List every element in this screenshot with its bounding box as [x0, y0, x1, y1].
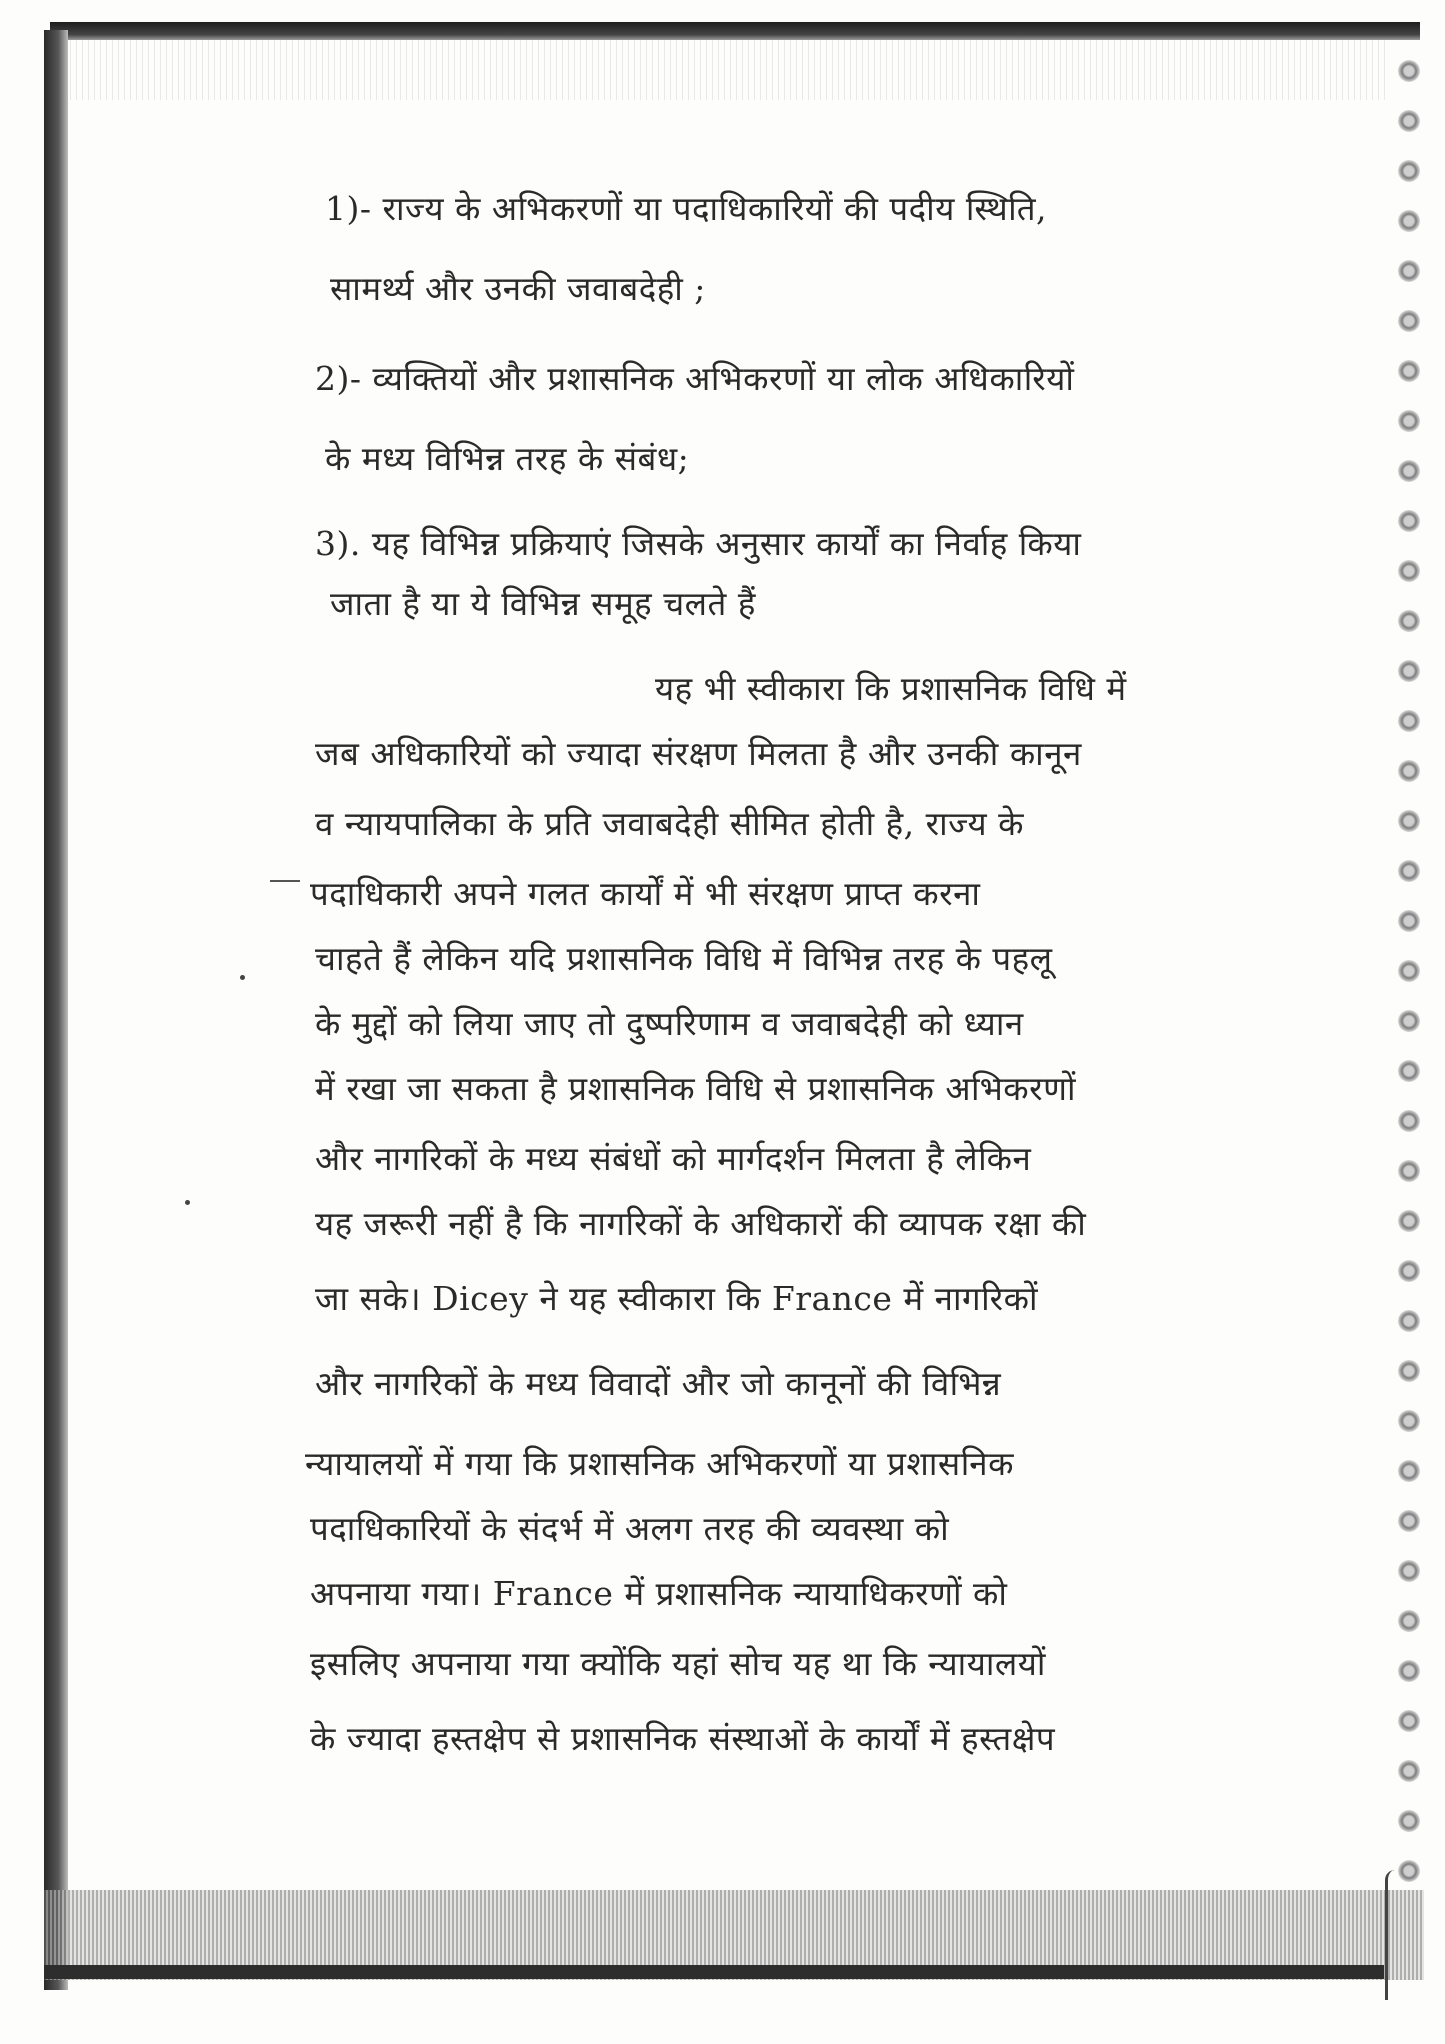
- text-line: यह भी स्वीकारा कि प्रशासनिक विधि में: [655, 669, 1127, 708]
- text-line: पदाधिकारियों के संदर्भ में अलग तरह की व्यवस्था को: [310, 1509, 950, 1548]
- binding-hole-icon: [1398, 1460, 1420, 1482]
- text-line: इसलिए अपनाया गया क्योंकि यहां सोच यह था कि न्यायालयों: [310, 1644, 1046, 1683]
- binding-hole-icon: [1398, 460, 1420, 482]
- scan-border-top: [50, 22, 1420, 40]
- binding-hole-icon: [1398, 1610, 1420, 1632]
- binding-hole-icon: [1398, 1410, 1420, 1432]
- binding-hole-icon: [1398, 710, 1420, 732]
- text-line: न्यायालयों में गया कि प्रशासनिक अभिकरणों या प्रशासनिक: [305, 1444, 1014, 1483]
- text-line: जा सके। Dicey ने यह स्वीकारा कि France में नागरिकों: [315, 1279, 1039, 1318]
- binding-hole-icon: [1398, 210, 1420, 232]
- scan-border-left: [44, 30, 68, 1990]
- text-line: चाहते हैं लेकिन यदि प्रशासनिक विधि में विभिन्न तरह के पहलू: [315, 939, 1053, 978]
- binding-hole-icon: [1398, 910, 1420, 932]
- text-line: 3). यह विभिन्न प्रक्रियाएं जिसके अनुसार कार्यों का निर्वाह किया: [315, 524, 1082, 563]
- binding-hole-icon: [1398, 1110, 1420, 1132]
- text-line: जब अधिकारियों को ज्यादा संरक्षण मिलता है और उनकी कानून: [315, 734, 1082, 773]
- text-line: के ज्यादा हस्तक्षेप से प्रशासनिक संस्थाओं के कार्यों में हस्तक्षेप: [310, 1719, 1056, 1758]
- text-line: 1)- राज्य के अभिकरणों या पदाधिकारियों की पदीय स्थिति,: [325, 189, 1048, 228]
- binding-hole-icon: [1398, 1310, 1420, 1332]
- binding-hole-icon: [1398, 1360, 1420, 1382]
- binding-hole-icon: [1398, 1210, 1420, 1232]
- binding-hole-icon: [1398, 1010, 1420, 1032]
- text-line: व न्यायपालिका के प्रति जवाबदेही सीमित होती है, राज्य के: [315, 804, 1025, 843]
- binding-hole-icon: [1398, 960, 1420, 982]
- binding-hole-icon: [1398, 610, 1420, 632]
- margin-mark: [270, 880, 300, 882]
- binding-hole-icon: [1398, 1760, 1420, 1782]
- binding-hole-icon: [1398, 510, 1420, 532]
- text-line: अपनाया गया। France में प्रशासनिक न्यायाधिकरणों को: [310, 1574, 1008, 1613]
- binding-hole-icon: [1398, 760, 1420, 782]
- binding-hole-icon: [1398, 1160, 1420, 1182]
- binding-hole-icon: [1398, 1060, 1420, 1082]
- scan-border-bottom-edge: [44, 1965, 1384, 1979]
- binding-hole-icon: [1398, 1710, 1420, 1732]
- binding-hole-icon: [1398, 560, 1420, 582]
- stray-mark: [240, 975, 245, 980]
- text-line: सामर्थ्य और उनकी जवाबदेही ;: [330, 269, 706, 308]
- binding-hole-icon: [1398, 860, 1420, 882]
- binding-hole-icon: [1398, 1660, 1420, 1682]
- text-line: यह जरूरी नहीं है कि नागरिकों के अधिकारों की व्यापक रक्षा की: [315, 1204, 1087, 1243]
- binding-hole-icon: [1398, 1510, 1420, 1532]
- binding-hole-icon: [1398, 310, 1420, 332]
- binding-hole-icon: [1398, 810, 1420, 832]
- binding-hole-icon: [1398, 1260, 1420, 1282]
- binding-hole-icon: [1398, 160, 1420, 182]
- binding-hole-icon: [1398, 360, 1420, 382]
- scan-noise: [70, 40, 1390, 100]
- text-line: 2)- व्यक्तियों और प्रशासनिक अभिकरणों या लोक अधिकारियों: [315, 359, 1075, 398]
- spiral-binding: [1390, 50, 1430, 1950]
- text-line: पदाधिकारी अपने गलत कार्यों में भी संरक्षण प्राप्त करना: [310, 874, 981, 913]
- stray-mark: [185, 1200, 190, 1205]
- text-line: और नागरिकों के मध्य विवादों और जो कानूनों की विभिन्न: [315, 1364, 1002, 1403]
- binding-hole-icon: [1398, 1560, 1420, 1582]
- text-line: के मध्य विभिन्न तरह के संबंध;: [325, 439, 690, 478]
- binding-hole-icon: [1398, 260, 1420, 282]
- binding-hole-icon: [1398, 110, 1420, 132]
- page-curl: [1385, 1870, 1418, 2000]
- binding-hole-icon: [1398, 660, 1420, 682]
- text-line: और नागरिकों के मध्य संबंधों को मार्गदर्शन मिलता है लेकिन: [315, 1139, 1032, 1178]
- text-line: जाता है या ये विभिन्न समूह चलते हैं: [330, 584, 756, 623]
- binding-hole-icon: [1398, 1810, 1420, 1832]
- binding-hole-icon: [1398, 410, 1420, 432]
- text-line: में रखा जा सकता है प्रशासनिक विधि से प्रशासनिक अभिकरणों: [315, 1069, 1077, 1108]
- text-line: के मुद्दों को लिया जाए तो दुष्परिणाम व जवाबदेही को ध्यान: [315, 1004, 1024, 1043]
- binding-hole-icon: [1398, 60, 1420, 82]
